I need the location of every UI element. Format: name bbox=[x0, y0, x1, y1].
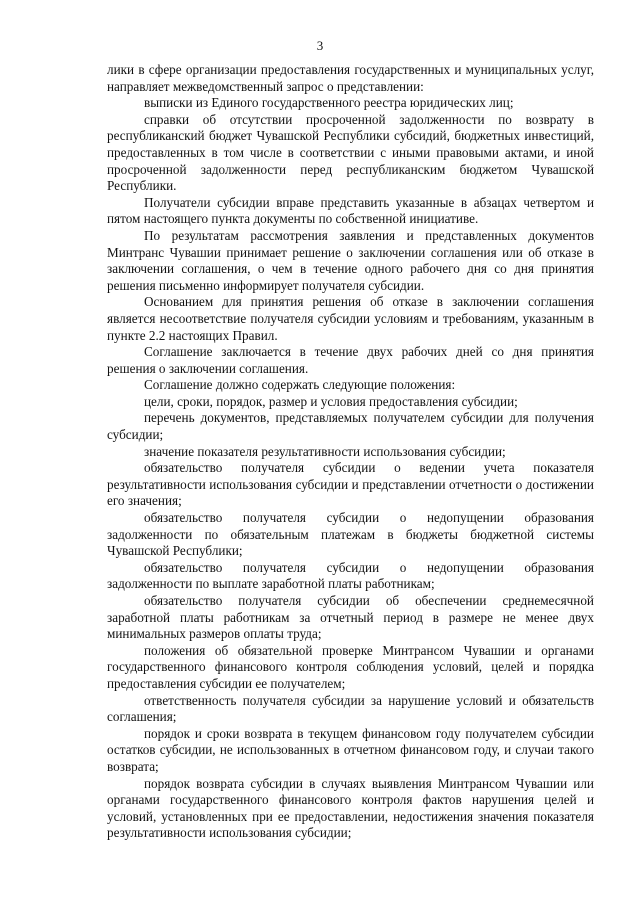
paragraph: обязательство получателя субсидии о недопущении образования задолженности по обязательным платежам в бюджеты бюджетной системы Чувашской Республики; bbox=[107, 510, 594, 559]
paragraph: обязательство получателя субсидии об обеспечении среднемесячной заработной платы работникам за отчетный период в размере не менее двух минимальных размеров оплаты труда; bbox=[107, 593, 594, 642]
page-number: 3 bbox=[316, 38, 324, 53]
paragraph: перечень документов, представляемых получателем субсидии для получения субсидии; bbox=[107, 410, 594, 443]
paragraph: По результатам рассмотрения заявления и представленных документов Минтранс Чувашии принимает решение о заключении соглашения или об отказе в заключении соглашения, о чем в течение одного рабочего дня со дня принятия решения письменно информирует получателя субсидии. bbox=[107, 227, 594, 293]
paragraph: порядок и сроки возврата в текущем финансовом году получателем субсидии остатков субсидии, не использованных в отчетном финансовом году, и случаи такого возврата; bbox=[107, 725, 594, 774]
paragraph: значение показателя результативности использования субсидии; bbox=[144, 443, 506, 459]
paragraph: Получатели субсидии вправе представить указанные в абзацах четвертом и пятом настоящего пункта документы по собственной инициативе. bbox=[107, 194, 594, 227]
paragraph: выписки из Единого государственного реестра юридических лиц; bbox=[144, 95, 514, 111]
paragraph: ответственность получателя субсидии за нарушение условий и обязательств соглашения; bbox=[107, 692, 594, 725]
document-body bbox=[107, 62, 594, 842]
paragraph: Соглашение заключается в течение двух рабочих дней со дня принятия решения о заключении соглашения. bbox=[107, 344, 594, 376]
paragraph: порядок возврата субсидии в случаях выявления Минтрансом Чувашии или органами государственного финансового контроля фактов нарушения целей и условий, установленных при ее предоставлении, недостижения значения показателя результативности использования субсидии; bbox=[107, 775, 594, 841]
paragraph: положения об обязательной проверке Минтрансом Чувашии и органами государственного финансового контроля соблюдения условий, целей и порядка предоставления субсидии ее получателем; bbox=[107, 642, 594, 691]
paragraph: справки об отсутствии просроченной задолженности по возврату в республиканский бюджет Чувашской Республики субсидий, бюджетных инвестиций, предоставленных в том числе в соответствии с иными правовыми актами, и иной просроченной задолженности перед республиканским бюджетом Чувашской Республики. bbox=[107, 111, 594, 194]
paragraph: обязательство получателя субсидии о недопущении образования задолженности по выплате заработной платы работникам; bbox=[107, 559, 594, 592]
paragraph: Основанием для принятия решения об отказе в заключении соглашения является несоответствие получателя субсидии условиям и требованиям, указанным в пункте 2.2 настоящих Правил. bbox=[107, 294, 594, 343]
paragraph: Соглашение должно содержать следующие положения: bbox=[144, 377, 456, 393]
paragraph: обязательство получателя субсидии о ведении учета показателя результативности использования субсидии и представлении отчетности о достижении его значения; bbox=[107, 460, 594, 509]
paragraph: цели, сроки, порядок, размер и условия предоставления субсидии; bbox=[144, 393, 518, 409]
paragraph: лики в сфере организации предоставления государственных и муниципальных услуг, направляет межведомственный запрос о представлении: bbox=[107, 62, 594, 94]
